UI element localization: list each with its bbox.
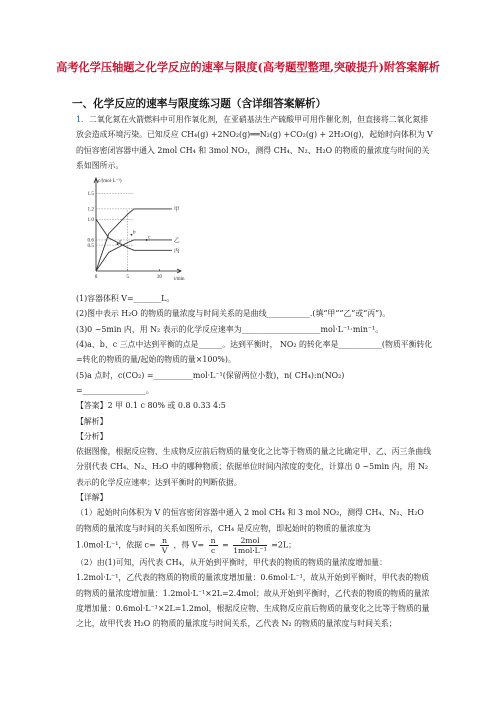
formula-result: =2L； (271, 540, 297, 550)
x-tick-label: 0 (94, 274, 98, 281)
fraction-numerator: n (162, 535, 168, 545)
series-line-乙 (96, 240, 172, 271)
fraction-2mol-over-1mol (233, 536, 267, 555)
answer-line: 【答案】2 甲 0.1 c 80% 或 0.8 0.33 4:5 (76, 401, 226, 411)
y-tick-label: 1.5 (87, 191, 94, 198)
series-label: 乙 (174, 238, 180, 245)
question-5b: =________________。 (76, 385, 154, 395)
fraction-numerator: 2mol (233, 536, 267, 546)
series-label: 甲 (174, 207, 180, 214)
point-label: a (119, 239, 122, 245)
detail-1: （1）起始时向体积为 V 的恒容密闭容器中通入 2 mol CH₄ 和 3 mol NO₂，测得 CH₄、N₂、H₂O 的物质的量浓度与时间的关系如图所示，CH₄ 是反应物，即起始时的物质的量浓度为 (76, 508, 424, 533)
y-axis-label: c/(mol·L⁻¹) (98, 179, 122, 185)
question-4: (4)a、b、c 三点中达到平衡的点是______。达到平衡时， NO₂ 的转化率是___________(物质平衡转化=转化的物质的量/起始的物质的量×100%)。 (76, 340, 433, 365)
fraction-numerator: n (210, 535, 216, 545)
question-body (76, 112, 434, 631)
detail-1-formula (76, 536, 434, 555)
x-tick-label: 5 (126, 274, 129, 281)
formula-equals: = (222, 540, 229, 550)
fraction-denominator: c (210, 545, 216, 555)
x-tick-label: 10 (156, 274, 162, 281)
fraction-denominator: V (161, 545, 168, 555)
detail-2: （2）由(1)可知，丙代表 CH₄，从开始到平衡时，甲代表的物质的物质的量浓度增加量：1.2mol·L⁻¹，乙代表的物质的物质的量浓度增加量：0.6mol·L⁻¹，故从开始到平衡时，甲代表的物质的物质的量浓度增加量：1.2mol·L⁻¹×2L=2.4mol；故从开始到平衡时，乙代表的物质的物质的量浓度增加量：0.6mol·L⁻¹×2L=1.2mol，根据反应物、生成物反应前后物质的量变化之比等于物质的量之比，故甲代表 H₂O 的物质的量浓度与时间关系，乙代表 N₂ 的物质的量浓度与时间关系； (76, 557, 430, 629)
y-tick-label: 0.6 (87, 237, 94, 244)
question-5a: (5)a 点时，c(CO₂) =__________mol·L⁻¹(保留两位小数)，n( CH₄):n(NO₂) (76, 370, 345, 380)
formula-mid: ，得 V= (173, 540, 205, 550)
fenxi-text: 依据图像，根据反应物、生成物反应前后物质的量变化之比等于物质的量之比确定甲、乙、丙三条曲线分别代表 CH₄、N₂、H₂O 中的哪种物质；依据单位时间内浓度的变化，计算出 0 ~5min 内，用 N₂ 表示的化学反应速率；达到平衡时的判断依据。 (76, 447, 432, 487)
question-3: (3)0 ~5min 内，用 N₂ 表示的化学反应速率为____________________mol·L⁻¹·min⁻¹。 (76, 324, 384, 334)
section-heading: 一、化学反应的速率与限度练习题（含详细答案解析） (72, 98, 327, 110)
question-intro (76, 112, 434, 173)
question-2: (2)图中表示 H₂O 的物质的量浓度与时间关系的是曲线___________.(填“甲”“乙”或“丙”)。 (76, 309, 391, 319)
fraction-n-over-v (160, 536, 169, 555)
question-1: (1)容器体积 V=_______L。 (76, 294, 175, 304)
point-label: c (148, 235, 151, 241)
document-title: 高考化学压轴题之化学反应的速率与限度(高考题型整理,突破提升)附答案解析 (56, 60, 440, 74)
xiangjie-tag: 【详解】 (76, 493, 108, 503)
formula-prefix: 1.0mol·L⁻¹，依据 c= (76, 540, 156, 550)
point-label: b (132, 230, 136, 236)
chart-svg (76, 173, 196, 291)
concentration-chart (76, 173, 434, 291)
y-tick-label: 1.2 (87, 206, 94, 213)
fenxi-tag: 【分析】 (76, 431, 108, 441)
y-tick-label: 0.5 (87, 243, 94, 250)
intro-text: 二氧化氮在火箭燃料中可用作氧化剂，在亚硝基法生产硫酸甲可用作催化剂，但直接将二氧化氮排放会造成环境污染。已知反应 CH₄(g) +2NO₂(g)══N₂(g) +CO₂(g) + 2H₂O(g)，起始时向体积为 V 的恒容密闭容器中通入 2mol CH₄ 和 3mol NO₂，测得 CH₄、N₂、H₂O 的物质的量浓度与时间的关系如图所示。 (76, 115, 433, 170)
y-tick-label: 1.0 (87, 217, 94, 224)
x-axis-label: t/min (174, 277, 185, 283)
fraction-n-over-c (209, 536, 218, 555)
series-label: 丙 (174, 248, 180, 255)
analysis-tag: 【解析】 (76, 416, 108, 426)
question-number: 1． (76, 115, 89, 124)
fraction-denominator: 1mol·L⁻¹ (233, 545, 267, 555)
